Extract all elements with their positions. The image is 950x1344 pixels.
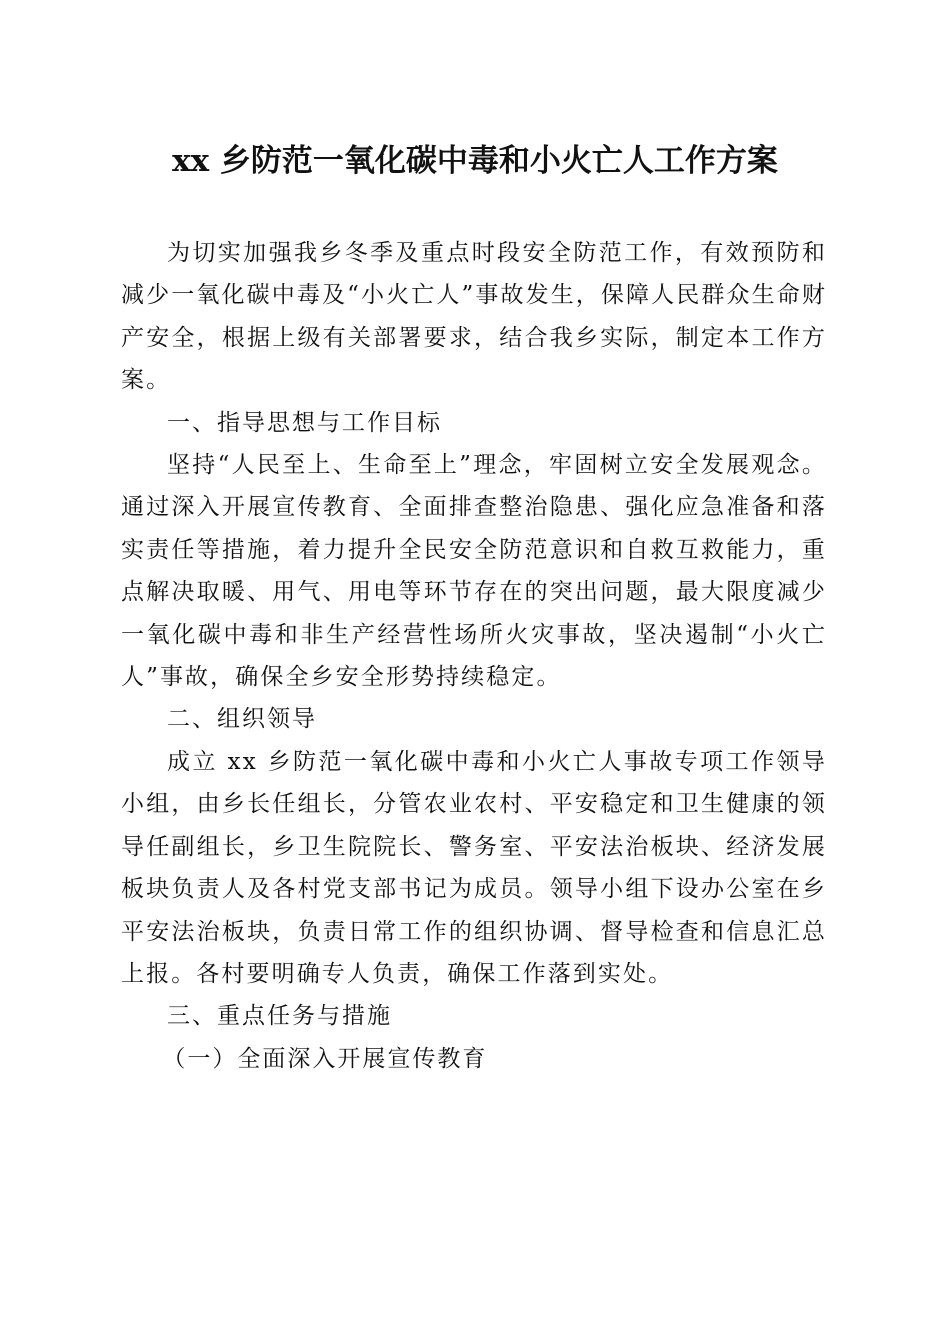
section-heading-2: 二、组织领导 xyxy=(167,706,317,733)
section-heading-1: 一、指导思想与工作目标 xyxy=(167,409,442,436)
subsection-heading-3-1: （一）全面深入开展宣传教育 xyxy=(162,1045,488,1072)
section-heading-3: 三、重点任务与措施 xyxy=(167,1003,392,1030)
intro-paragraph: 为切实加强我乡冬季及重点时段安全防范工作，有效预防和减少一氧化碳中毒及“小火亡人”事故发生，保障人民群众生命财产安全，根据上级有关部署要求，结合我乡实际，制定本工作方案。 xyxy=(121,240,827,394)
section-body-2: 成立 xx 乡防范一氧化碳中毒和小火亡人事故专项工作领导小组，由乡长任组长，分管农业农村、平安稳定和卫生健康的领导任副组长，乡卫生院院长、警务室、平安法治板块、经济发展板块负责人及各村党支部书记为成员。领导小组下设办公室在乡平安法治板块，负责日常工作的组织协调、督导检查和信息汇总上报。各村要明确专人负责，确保工作落到实处。 xyxy=(121,748,827,987)
section-body-1: 坚持“人民至上、生命至上”理念，牢固树立安全发展观念。通过深入开展宣传教育、全面排查整治隐患、强化应急准备和落实责任等措施，着力提升全民安全防范意识和自救互救能力，重点解决取暖、用气、用电等环节存在的突出问题，最大限度减少一氧化碳中毒和非生产经营性场所火灾事故，坚决遏制“小火亡人”事故，确保全乡安全形势持续稳定。 xyxy=(121,452,827,691)
document-body xyxy=(121,232,827,1080)
document-title: xx 乡防范一氧化碳中毒和小火亡人工作方案 xyxy=(172,143,778,179)
